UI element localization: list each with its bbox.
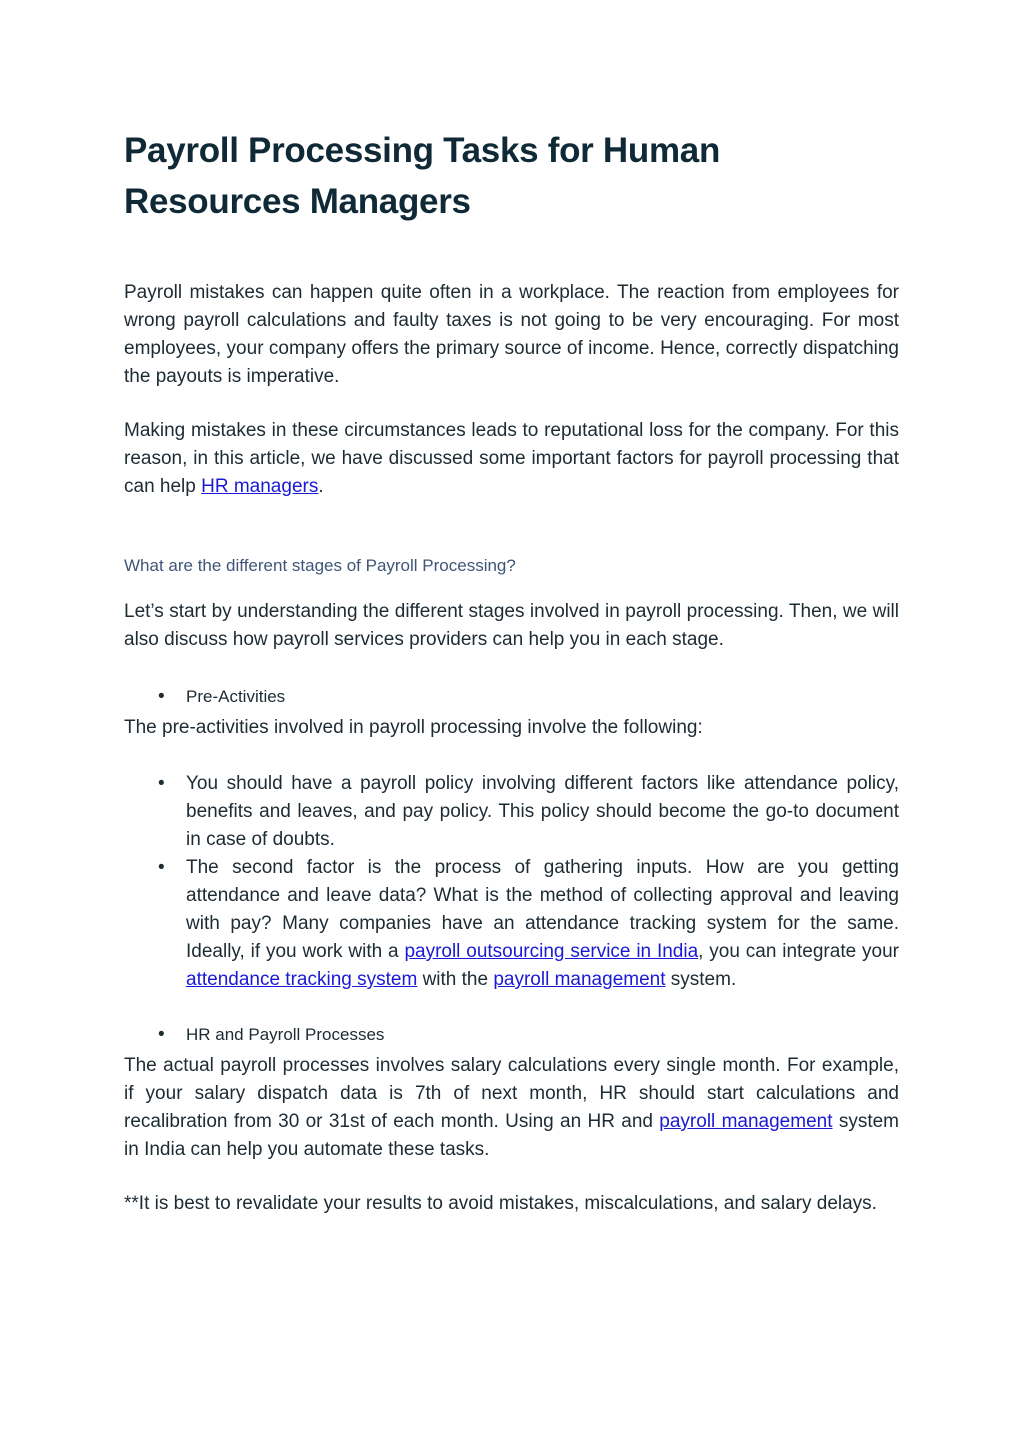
pre-activities-bullet: • Pre-Activities (186, 684, 899, 710)
item-2-text-c: with the (417, 969, 494, 990)
intro-paragraph-1: Payroll mistakes can happen quite often in a workplace. The reaction from employees for wrong payroll calculations and faulty taxes is not going to be very encouraging. For most employees, your company offers the primary source of income. Hence, correctly dispatching the payouts is imperative. (124, 282, 899, 387)
pre-activities-bullet-list (124, 684, 899, 710)
payroll-management-link-1[interactable]: payroll management (493, 969, 666, 990)
hr-payroll-bullet: • HR and Payroll Processes (186, 1022, 899, 1048)
document-page (124, 125, 899, 1218)
item-2-text-b: , you can integrate your (698, 941, 899, 962)
intro-paragraph-2 (124, 417, 899, 501)
hr-payroll-bullet-list (124, 1022, 899, 1048)
pre-activities-lead: The pre-activities involved in payroll processing involve the following: (124, 717, 703, 738)
attendance-tracking-link[interactable]: attendance tracking system (186, 969, 418, 990)
note-paragraph: **It is best to revalidate your results to avoid mistakes, miscalculations, and salary delays. (124, 1193, 877, 1214)
payroll-management-link-2[interactable]: payroll management (659, 1111, 833, 1132)
hr-payroll-paragraph (124, 1052, 899, 1164)
item-2-text-d: system. (665, 969, 737, 990)
hr-payroll-text-b: system in India can help you automate these tasks. (124, 1111, 899, 1160)
hr-managers-link[interactable]: HR managers (201, 476, 319, 497)
payroll-outsourcing-link[interactable]: payroll outsourcing service in India (404, 941, 699, 962)
hr-payroll-text-a: The actual payroll processes involves salary calculations every single month. For example, if your salary dispatch data is 7th of next month, HR should start calculations and recalibration from 30 or 31st of each month. Using an HR and (124, 1055, 899, 1132)
section-intro-paragraph: Let’s start by understanding the different stages involved in payroll processing. Then, we will also discuss how payroll services providers can help you in each stage. (124, 601, 899, 650)
intro-paragraph-2-end: . (318, 476, 324, 497)
page-title: Payroll Processing Tasks for Human Resources Managers (124, 131, 721, 221)
pre-activities-item-1: • You should have a payroll policy involving different factors like attendance policy, benefits and leaves, and pay policy. This policy should become the go-to document in case of doubts. (186, 770, 899, 854)
section-heading: What are the different stages of Payroll Processing? (124, 556, 516, 575)
intro-paragraph-2-text: Making mistakes in these circumstances leads to reputational loss for the company. For this reason, in this article, we have discussed some important factors for payroll processing that can help (124, 420, 899, 497)
item-2-text-a: The second factor is the process of gathering inputs. How are you getting attendance and leave data? What is the method of collecting approval and leaving with pay? Many companies have an attendance tracking system for the same. Ideally, if you work with a (186, 857, 899, 962)
pre-activities-item-2 (186, 854, 899, 994)
pre-activities-list (124, 770, 899, 994)
